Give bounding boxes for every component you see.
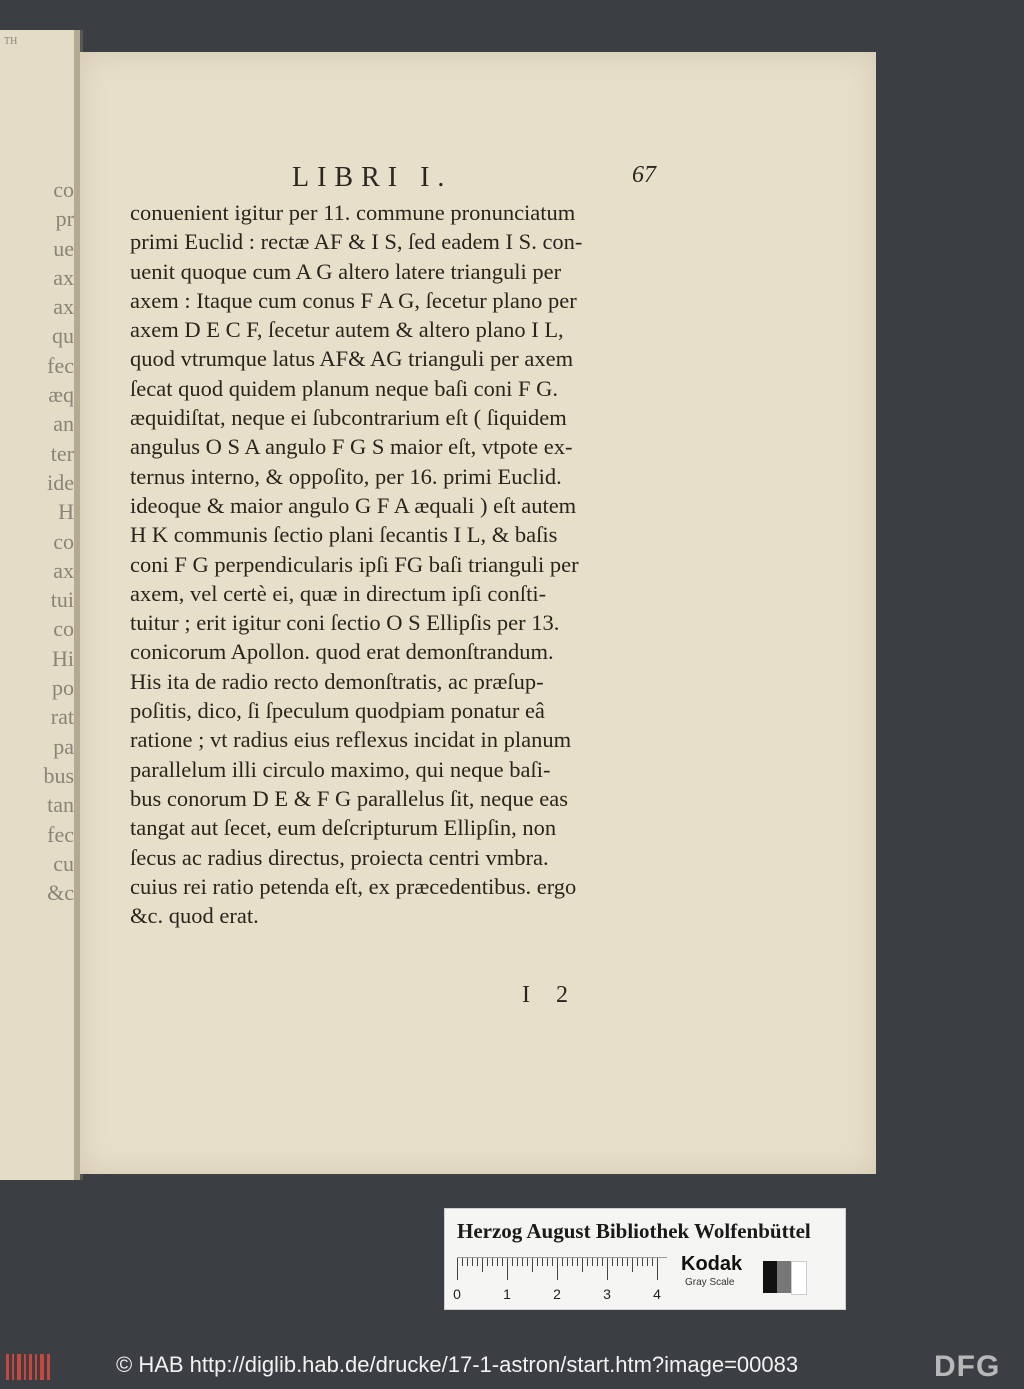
left-margin-fragment: bus [43,762,74,788]
ruler-tick [617,1258,618,1266]
ruler-number: 1 [503,1286,511,1302]
text-line: axem, vel certè ei, quæ in directum ipſi conſti- [130,580,547,606]
text-line: angulus O S A angulo F G S maior eſt, vtpote ex- [130,434,573,460]
ruler-number: 0 [453,1286,461,1302]
ruler-tick [547,1258,548,1266]
left-page-top-fragment: TH [4,36,18,47]
gray-swatch-black [763,1261,777,1293]
gray-swatch-mid [777,1261,791,1293]
ruler-tick [542,1258,543,1266]
text-line: ideoque & maior angulo G F A æquali ) eſt autem [130,492,577,518]
text-line: ternus interno, & oppoſito, per 16. primi Euclid. [130,463,562,489]
ruler-tick [562,1258,563,1266]
scale-ruler [453,1257,667,1302]
ruler-tick [607,1258,608,1280]
left-margin-fragment: po [52,675,74,701]
text-line: H K communis ſectio plani ſecantis I L, & baſis [130,522,558,548]
left-page-fragment [0,30,83,1180]
kodak-logo: Kodak [681,1253,743,1275]
ruler-tick [592,1258,593,1266]
gray-scale-label: Gray Scale [685,1277,735,1288]
left-margin-fragment: H [58,499,74,525]
left-margin-fragment: pa [53,733,74,759]
ruler-tick [467,1258,468,1266]
book-page [80,52,876,1174]
ruler-tick [657,1258,658,1280]
text-line: bus conorum D E & F G parallelus ſit, neque eas [130,785,569,811]
running-head: LIBRI I. [292,162,453,193]
library-name: Herzog August Bibliothek Wolfenbüttel [457,1219,811,1243]
left-margin-fragment: pr [55,206,74,232]
signature-mark: I 2 [522,982,578,1008]
left-margin-fragment: fec [47,352,74,378]
ruler-tick [477,1258,478,1266]
left-margin-fragment: co [53,528,74,554]
left-margin-fragment: tui [50,587,74,613]
left-margin-fragment: ax [53,557,74,583]
text-line: &c. quod erat. [130,903,259,929]
left-margin-fragment: fec [47,821,74,847]
left-margin-fragment: an [53,411,74,437]
text-line: His ita de radio recto demonſtratis, ac præſup- [130,668,544,694]
ruler-tick [632,1258,633,1272]
text-line: tangat aut ſecet, eum deſcripturum Ellipſin, non [130,815,557,841]
ruler-tick [572,1258,573,1266]
left-margin-fragment: æq [48,382,74,408]
left-margin-fragment: ter [50,440,74,466]
text-line: quod vtrumque latus AF& AG trianguli per axem [130,346,574,372]
text-line: coni F G perpendicularis ipſi FG baſi trianguli per [130,551,579,577]
ruler-tick [522,1258,523,1266]
ruler-tick [637,1258,638,1266]
left-margin-fragment: co [53,177,74,202]
text-line: conicorum Apollon. quod erat demonſtrandum. [130,639,554,665]
left-margin-glyphs [34,175,74,907]
left-margin-fragment: co [53,616,74,642]
text-line: tuitur ; erit igitur coni ſectio O S Ellipſis per 13. [130,610,560,636]
text-line: cuius rei ratio petenda eſt, ex præcedentibus. ergo [130,873,577,899]
ruler-tick [612,1258,613,1266]
footer-bar [0,1344,1024,1389]
left-margin-fragment: &c [47,880,74,906]
ruler-tick [532,1258,533,1272]
ruler-tick [497,1258,498,1266]
text-line: primi Euclid : rectæ AF & I S, ſed eadem I S. con- [130,229,583,255]
left-margin-fragment: ide [47,469,74,495]
text-line: ſecat quod quidem planum neque baſi coni F G. [130,375,559,401]
ruler-tick [587,1258,588,1266]
ruler-number: 2 [553,1286,561,1302]
left-margin-fragment: cu [53,850,74,876]
ruler-tick [597,1258,598,1266]
page-header [80,162,876,198]
ruler-number: 3 [603,1286,611,1302]
text-line: ſecus ac radius directus, proiecta centri vmbra. [130,844,549,870]
ruler-tick [492,1258,493,1266]
left-margin-fragment: rat [50,704,74,730]
library-color-bar [444,1208,846,1310]
left-margin-fragment: ue [53,235,74,261]
ruler-tick [602,1258,603,1266]
ruler-number: 4 [653,1286,661,1302]
ruler-tick [487,1258,488,1266]
ruler-tick [502,1258,503,1266]
left-margin-fragment: Hi [52,645,74,671]
ruler-tick [567,1258,568,1266]
text-line: parallelum illi circulo maximo, qui neque baſi- [130,756,551,782]
ruler-tick [507,1258,508,1280]
ruler-tick [462,1258,463,1266]
ruler-tick [647,1258,648,1266]
ruler-tick [552,1258,553,1266]
ruler-tick [577,1258,578,1266]
left-margin-fragment: ax [53,294,74,320]
ruler-tick [582,1258,583,1272]
text-line: ratione ; vt radius eius reflexus incidat in planum [130,727,572,753]
ruler-tick [627,1258,628,1266]
ruler-tick [642,1258,643,1266]
ruler-tick [622,1258,623,1266]
text-line: uenit quoque cum A G altero latere trianguli per [130,258,562,284]
copyright-link[interactable]: © HAB http://diglib.hab.de/drucke/17-1-astron/start.htm?image=00083 [116,1352,799,1377]
text-line: poſitis, dico, ſi ſpeculum quodpiam ponatur eâ [130,698,545,724]
text-line: axem : Itaque cum conus F A G, ſecetur plano per [130,287,577,313]
barcode-icon [6,1354,50,1380]
left-margin-fragment: ax [53,264,74,290]
text-line: conuenient igitur per 11. commune pronunciatum [130,200,576,225]
ruler-tick [537,1258,538,1266]
ruler-tick [472,1258,473,1266]
ruler-tick [517,1258,518,1266]
ruler-tick [512,1258,513,1266]
dfg-logo: DFG [934,1350,1001,1383]
text-line: æquidiſtat, neque ei ſubcontrarium eſt ( ſiquidem [130,405,567,431]
left-margin-fragment: tan [47,792,74,818]
left-margin-fragment: qu [52,323,74,349]
ruler-tick [557,1258,558,1280]
gray-swatch-white [791,1261,807,1295]
ruler-tick [482,1258,483,1272]
folio-number: 67 [632,162,656,188]
ruler-tick [652,1258,653,1266]
body-text [130,198,660,930]
text-line: axem D E C F, ſecetur autem & altero plano I L, [130,317,564,343]
ruler-tick [527,1258,528,1266]
ruler-tick [457,1258,458,1280]
